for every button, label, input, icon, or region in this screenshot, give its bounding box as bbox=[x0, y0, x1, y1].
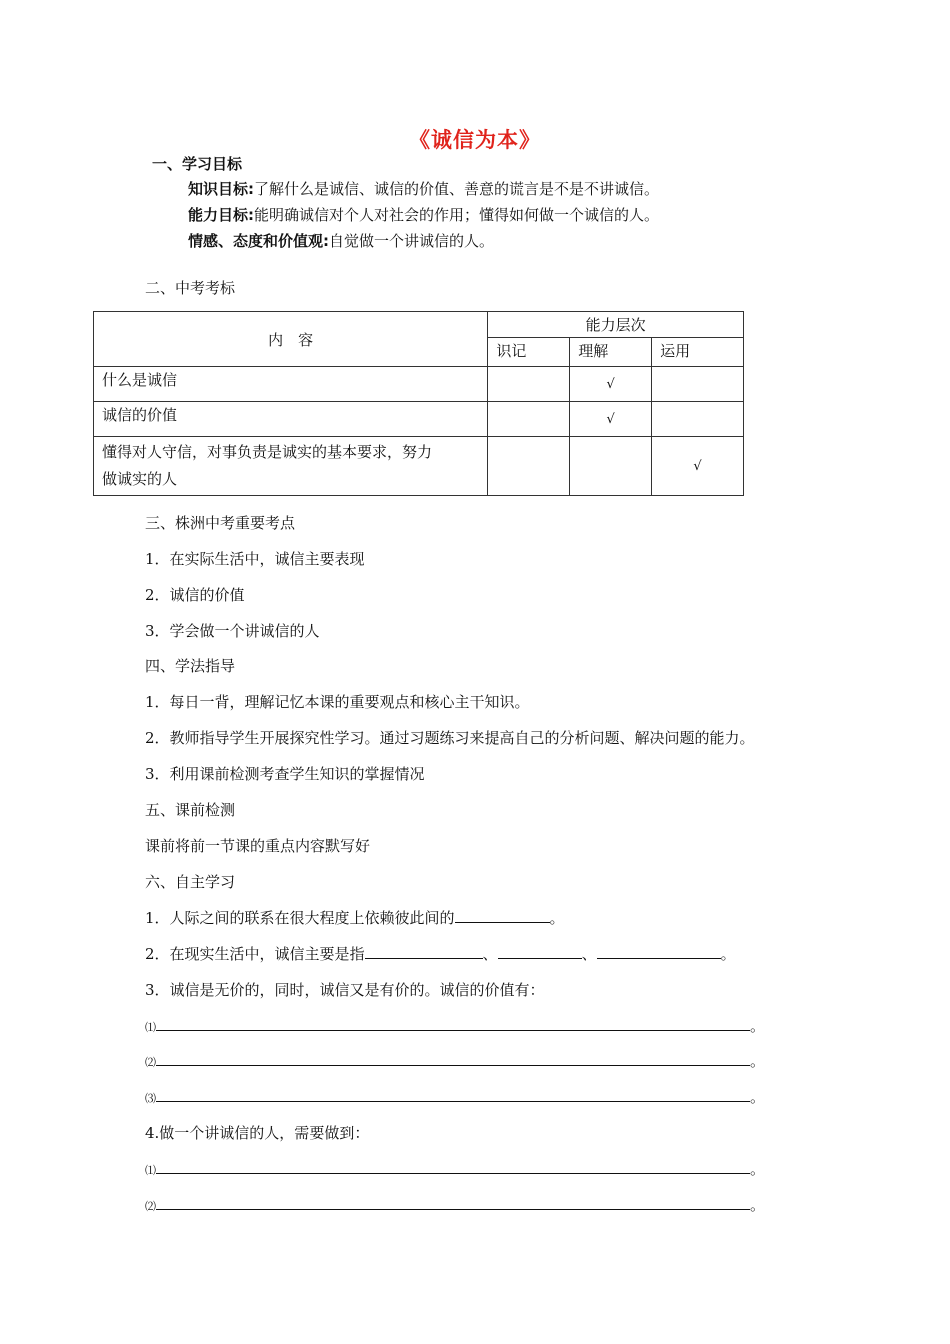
check-cell bbox=[488, 402, 570, 437]
item-number: ⑶ bbox=[145, 1092, 156, 1105]
answer-blank[interactable] bbox=[498, 944, 582, 959]
table-cell: 诚信的价值 bbox=[94, 402, 488, 437]
answer-line bbox=[145, 1050, 765, 1071]
section-heading-study-method: 四、学法指导 bbox=[145, 657, 236, 675]
goal-emotion bbox=[188, 230, 494, 251]
table-cell bbox=[94, 437, 488, 496]
goal-label: 情感、态度和价值观: bbox=[188, 232, 329, 250]
period: 。 bbox=[750, 1017, 766, 1035]
item-number: ⑴ bbox=[145, 1021, 156, 1034]
table-row bbox=[94, 402, 744, 437]
section-heading-goals: 一、学习目标 bbox=[152, 155, 243, 173]
page-title: 《诚信为本》 bbox=[409, 128, 541, 152]
period: 。 bbox=[549, 909, 565, 927]
answer-blank[interactable] bbox=[455, 908, 550, 923]
answer-blank[interactable] bbox=[156, 1159, 750, 1174]
answer-line bbox=[145, 1086, 765, 1107]
check-cell bbox=[488, 367, 570, 402]
content-header: 内 容 bbox=[94, 312, 488, 367]
answer-line bbox=[145, 1158, 765, 1179]
table-cell: 什么是诚信 bbox=[94, 367, 488, 402]
section-heading-self-study: 六、自主学习 bbox=[145, 873, 236, 891]
pre-test-text: 课前将前一节课的重点内容默写好 bbox=[145, 837, 371, 855]
question-text: 2．在现实生活中，诚信主要是指 bbox=[145, 945, 365, 963]
goal-ability bbox=[188, 204, 659, 225]
answer-line bbox=[145, 1015, 765, 1036]
answer-blank[interactable] bbox=[156, 1195, 750, 1210]
question-text: 1．人际之间的联系在很大程度上依赖彼此间的 bbox=[145, 909, 455, 927]
check-cell bbox=[488, 437, 570, 496]
check-cell bbox=[652, 402, 744, 437]
table-row bbox=[94, 437, 744, 496]
answer-line bbox=[145, 1194, 765, 1215]
check-cell: √ bbox=[652, 437, 744, 496]
goal-text: 自觉做一个讲诚信的人。 bbox=[329, 232, 495, 250]
goal-text: 了解什么是诚信、诚信的价值、善意的谎言是不是不讲诚信。 bbox=[254, 180, 660, 198]
question-3: 3．诚信是无价的，同时，诚信又是有价的。诚信的价值有： bbox=[145, 981, 545, 999]
table-header-row bbox=[94, 312, 744, 338]
cell-line: 做诚实的人 bbox=[102, 470, 178, 488]
item-number: ⑴ bbox=[145, 1164, 156, 1177]
check-cell bbox=[652, 367, 744, 402]
answer-blank[interactable] bbox=[156, 1087, 750, 1102]
question-1 bbox=[145, 907, 565, 928]
period: 。 bbox=[750, 1052, 766, 1070]
answer-blank[interactable] bbox=[156, 1016, 750, 1031]
list-item: 2．诚信的价值 bbox=[145, 586, 245, 604]
ability-header: 能力层次 bbox=[488, 312, 744, 338]
period: 。 bbox=[750, 1088, 766, 1106]
level-header: 运用 bbox=[652, 338, 744, 367]
exam-standards-table bbox=[93, 311, 744, 496]
question-2 bbox=[145, 943, 736, 964]
separator: 、 bbox=[482, 945, 498, 963]
section-heading-exam-standards: 二、中考考标 bbox=[145, 279, 236, 297]
answer-blank[interactable] bbox=[597, 944, 721, 959]
list-item: 1．在实际生活中，诚信主要表现 bbox=[145, 550, 365, 568]
section-heading-key-points: 三、株洲中考重要考点 bbox=[145, 514, 296, 532]
check-cell: √ bbox=[570, 402, 652, 437]
list-item: 2．教师指导学生开展探究性学习。通过习题练习来提高自己的分析问题、解决问题的能力。 bbox=[145, 729, 755, 747]
level-header: 理解 bbox=[570, 338, 652, 367]
period: 。 bbox=[750, 1160, 766, 1178]
item-number: ⑵ bbox=[145, 1056, 156, 1069]
separator: 、 bbox=[581, 945, 597, 963]
period: 。 bbox=[720, 945, 736, 963]
question-4: 4.做一个讲诚信的人，需要做到： bbox=[145, 1124, 370, 1142]
level-header: 识记 bbox=[488, 338, 570, 367]
list-item: 3．利用课前检测考查学生知识的掌握情况 bbox=[145, 765, 425, 783]
goal-knowledge bbox=[188, 178, 659, 199]
period: 。 bbox=[750, 1196, 766, 1214]
section-heading-pre-test: 五、课前检测 bbox=[145, 801, 236, 819]
goal-label: 知识目标: bbox=[188, 180, 254, 198]
cell-line: 懂得对人守信，对事负责是诚实的基本要求，努力 bbox=[102, 443, 433, 461]
item-number: ⑵ bbox=[145, 1200, 156, 1213]
answer-blank[interactable] bbox=[365, 944, 483, 959]
check-cell bbox=[570, 437, 652, 496]
answer-blank[interactable] bbox=[156, 1051, 750, 1066]
list-item: 3．学会做一个讲诚信的人 bbox=[145, 622, 320, 640]
goal-label: 能力目标: bbox=[188, 206, 254, 224]
goal-text: 能明确诚信对个人对社会的作用；懂得如何做一个诚信的人。 bbox=[254, 206, 660, 224]
table-row bbox=[94, 367, 744, 402]
check-cell: √ bbox=[570, 367, 652, 402]
list-item: 1．每日一背，理解记忆本课的重要观点和核心主干知识。 bbox=[145, 693, 530, 711]
